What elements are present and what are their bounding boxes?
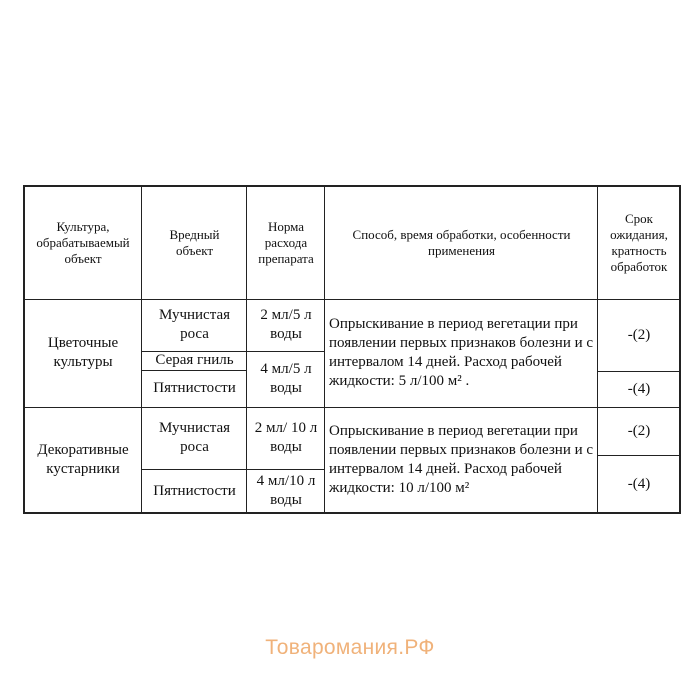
watermark: Товаромания.РФ xyxy=(265,636,435,659)
rate-2b: 4 мл/10 л воды xyxy=(256,473,316,508)
pest-spots-2: Пятнистости xyxy=(153,482,236,499)
rate-1a: 2 мл/5 л воды xyxy=(260,307,312,342)
row-divider-pest-1a xyxy=(141,351,325,352)
method-2: Опрыскивание в период вегетации при появлении первых признаков болезни и с интервалом 14 дней. Расход рабочей жидкости: 10 л/100 м² xyxy=(329,423,594,496)
col-divider-4 xyxy=(597,185,598,514)
row-divider-pest-1b xyxy=(141,370,247,371)
culture-flowers: Цветочные культуры xyxy=(47,335,119,370)
col-divider-1 xyxy=(141,185,142,514)
wait-1b: -(4) xyxy=(627,380,651,397)
wait-2b: -(4) xyxy=(627,475,651,492)
col-divider-3 xyxy=(324,185,325,514)
header-culture: Культура, обрабатываемый объект xyxy=(36,218,130,266)
row-divider-header xyxy=(23,299,681,300)
rate-1b: 4 мл/5 л воды xyxy=(260,361,312,396)
col-divider-2 xyxy=(246,185,247,514)
pest-grey-mold: Серая гниль xyxy=(155,352,234,368)
culture-shrubs: Декоративные кустарники xyxy=(37,442,129,477)
method-1: Опрыскивание в период вегетации при появлении первых признаков болезни и с интервалом 14 дней. Расход рабочей жидкости: 5 л/100 м² . xyxy=(329,316,594,389)
table-border-left xyxy=(23,185,25,514)
header-method: Способ, время обработки, особенности применения xyxy=(352,226,571,258)
wait-2a: -(2) xyxy=(627,422,651,439)
rate-2a: 2 мл/ 10 л воды xyxy=(254,420,318,455)
header-wait: Срок ожидания, кратность обработок xyxy=(610,210,668,274)
pest-powdery-mildew-1: Мучнистая роса xyxy=(158,307,230,342)
table-border-bottom xyxy=(23,512,681,514)
header-pest: Вредный объект xyxy=(169,226,220,258)
wait-1a: -(2) xyxy=(627,326,651,343)
row-divider-pest-2 xyxy=(141,469,325,470)
row-divider-group xyxy=(23,407,681,408)
row-divider-wait-2 xyxy=(597,455,681,456)
header-rate: Норма расхода препарата xyxy=(258,218,314,266)
row-divider-wait-1 xyxy=(597,371,681,372)
pest-powdery-mildew-2: Мучнистая роса xyxy=(158,420,230,455)
pest-spots-1: Пятнистости xyxy=(153,380,236,396)
table-border-top xyxy=(23,185,681,187)
table-border-right xyxy=(679,185,681,514)
